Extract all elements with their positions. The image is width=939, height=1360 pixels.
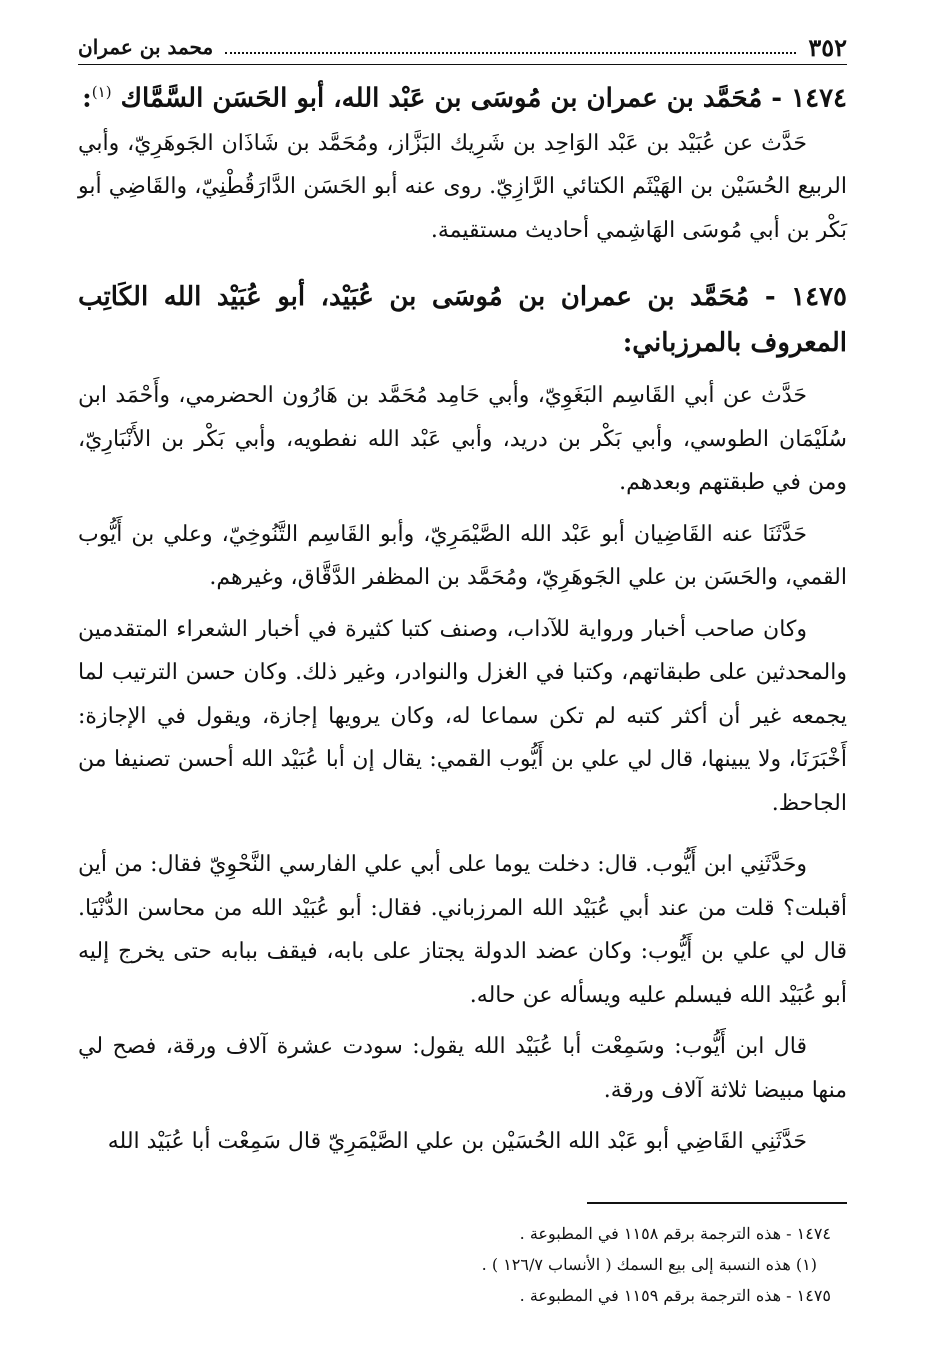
footnote-1474: ١٤٧٤ - هذه الترجمة برقم ١١٥٨ في المطبوعة . bbox=[519, 1223, 831, 1243]
paragraph-1475-1: حَدَّث عن أبي القَاسِم البَغَوِيّ، وأبي حَامِد مُحَمَّد بن هَارُون الحضرمي، وأَحْمَد ابن سُلَيْمَان الطوسي، وأبي بَكْر بن دريد، وأبي عَبْد الله نفطويه، وأبي بَكْر بن الأَنْبَارِيّ، ومن في طبقتهم وبعدهم. bbox=[78, 383, 847, 496]
page-header bbox=[78, 30, 847, 65]
paragraph-1475-2: حَدَّثَنَا عنه القَاضِيان أبو عَبْد الله الصَّيْمَرِيّ، وأبو القَاسِم التَّنُوخِيّ، وعلي بن أَيُّوب القمي، والحَسَن بن علي الجَوهَرِيّ، ومُحَمَّد بن المظفر الدَّقَّاق، وغيرهم. bbox=[78, 521, 847, 591]
footnote-1475: ١٤٧٥ - هذه الترجمة برقم ١١٥٩ في المطبوعة . bbox=[519, 1285, 831, 1305]
footnotes bbox=[78, 1218, 847, 1311]
footnote-1: (١) هذه النسبة إلى بيع السمك ( الأنساب ١٢٦/٧ ) . bbox=[481, 1254, 817, 1274]
entry-title-1474 bbox=[78, 69, 847, 122]
running-title: محمد بن عمران bbox=[78, 35, 214, 59]
page-number: ٣٥٢ bbox=[808, 32, 847, 62]
header-dot-leader bbox=[225, 40, 796, 54]
footnote-marker[interactable]: (١) bbox=[91, 83, 112, 101]
entry-title-1475: ١٤٧٥ - مُحَمَّد بن عمران بن مُوسَى بن عُبَيْد، أبو عُبَيْد الله الكَاتِب المعروف بالمرزباني: bbox=[78, 282, 847, 359]
entry-title-text: ١٤٧٤ - مُحَمَّد بن عمران بن مُوسَى بن عَبْد الله، أبو الحَسَن السَّمَّاك bbox=[120, 83, 847, 114]
paragraph-1474-1: حَدَّث عن عُبَيْد بن عَبْد الوَاحِد بن شَرِيك البَزَّاز، ومُحَمَّد بن شَاذَان الجَوهَرِيّ، وأبي الربيع الحُسَيْن بن الهَيْثَم الكتائي الرَّازِيّ. روى عنه أبو الحَسَن الدَّارَقُطْنِيّ، والقَاضِي أبو بَكْر بن أبي مُوسَى الهَاشِمي أحاديث مستقيمة. bbox=[78, 130, 847, 243]
paragraph-1475-3: وكان صاحب أخبار ورواية للآداب، وصنف كتبا كثيرة في أخبار الشعراء المتقدمين والمحدثين على طبقاتهم، وكتبا في الغزل والنوادر، وغير ذلك. وكان حسن الترتيب لما يجمعه غير أن أكثر كتبه لم تكن سماعا له، وكان يرويها إجازة، ويقول في الإجازة: أَخْبَرَنَا، ولا يبينها، قال لي علي بن أَيُّوب القمي: يقال إن أبا عُبَيْد الله أحسن تصنيفا من الجاحظ. bbox=[78, 616, 847, 816]
paragraph-1475-4: وحَدَّثَنِي ابن أَيُّوب. قال: دخلت يوما على أبي علي الفارسي النَّحْوِيّ فقال: من أين أقبلت؟ قلت من عند أبي عُبَيْد الله المرزباني. فقال: أبو عُبَيْد الله من محاسن الدُّنْيَا. قال لي علي بن أَيُّوب: وكان عضد الدولة يجتاز على بابه، فيقف ببابه حتى يخرج إليه أبو عُبَيْد الله فيسلم عليه ويسأله عن حاله. bbox=[78, 852, 847, 1008]
paragraph-1475-5: قال ابن أَيُّوب: وسَمِعْت أبا عُبَيْد الله يقول: سودت عشرة آلاف ورقة، فصح لي منها مبيضا ثلاثة آلاف ورقة. bbox=[78, 1034, 847, 1103]
footnote-separator bbox=[587, 1202, 847, 1204]
paragraph-1475-6: حَدَّثَنِي القَاضِي أبو عَبْد الله الحُسَيْن بن علي الصَّيْمَرِيّ قال سَمِعْت أبا عُبَيْد الله bbox=[107, 1129, 807, 1155]
title-colon: : bbox=[82, 83, 92, 114]
